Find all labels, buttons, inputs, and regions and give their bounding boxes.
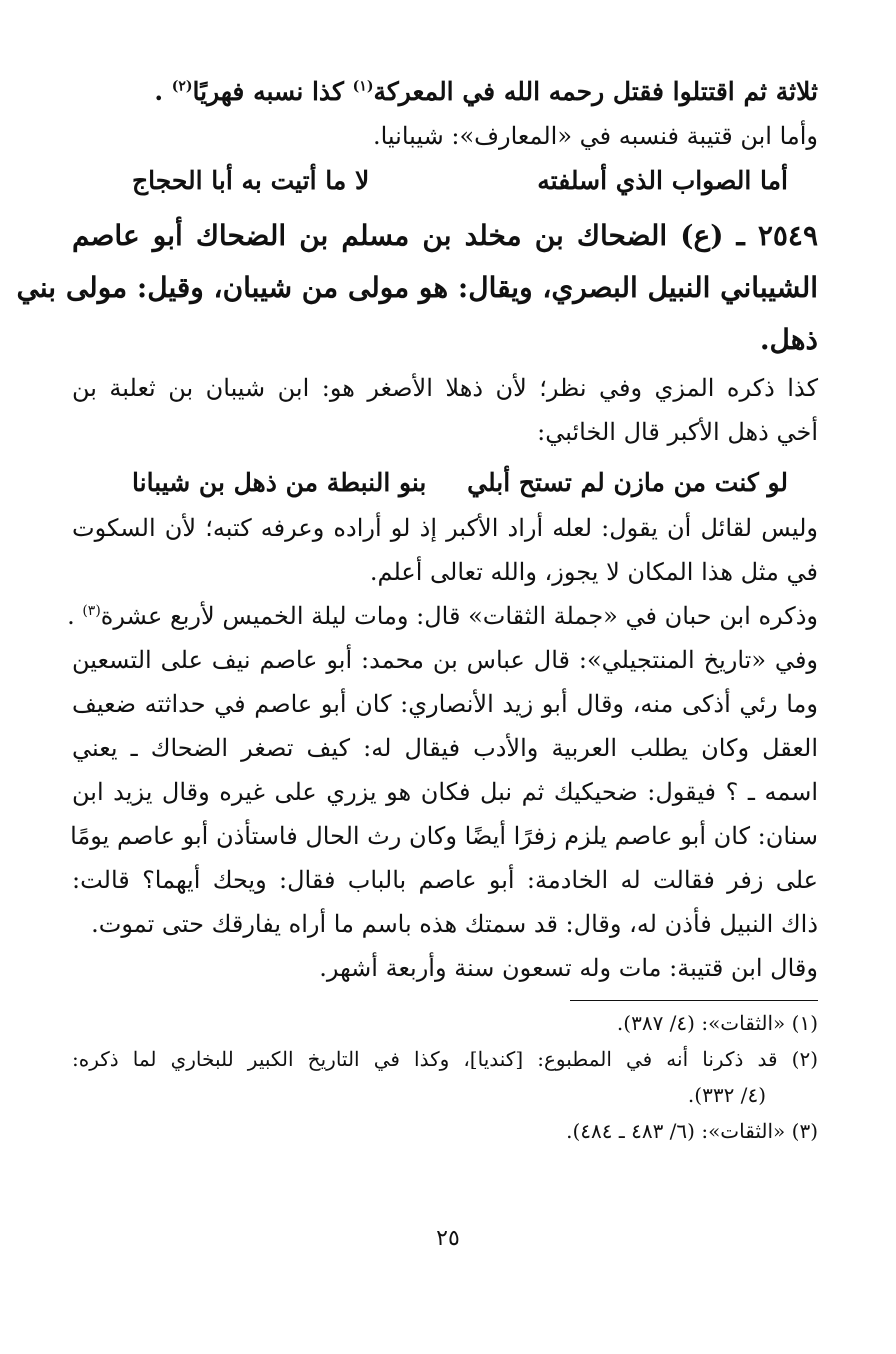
footnote-1: (١) «الثقات»: (٤/ ٣٨٧). xyxy=(616,1011,818,1035)
footnote-ref-3[interactable]: (٣) xyxy=(82,603,101,619)
footnote-ref-2[interactable]: (٢) xyxy=(171,78,193,95)
paragraph-4-line-1: وفي «تاريخ المنتجيلي»: قال عباس بن محمد: أبو عاصم نيف على التسعين xyxy=(72,646,818,674)
verse-2-first-hemistich: لو كنت من مازن لم تستح أبلي xyxy=(467,468,788,497)
footnote-2-continued: (٤/ ٣٣٢). xyxy=(687,1083,766,1107)
entry-heading-line-2: الشيباني النبيل البصري، ويقال: هو مولى من شيبان، وقيل: مولى بني xyxy=(16,271,818,304)
footnote-2: (٢) قد ذكرنا أنه في المطبوع: [كنديا]، وكذا في التاريخ الكبير للبخاري لما ذكره: xyxy=(72,1047,818,1071)
paragraph-3-text: وذكره ابن حبان في «جملة الثقات» قال: ومات ليلة الخميس لأربع عشرة xyxy=(100,602,818,630)
paragraph-3-end: . xyxy=(67,602,83,630)
paragraph-5-line-1: وقال ابن قتيبة: مات وله تسعون سنة وأربعة أشهر. xyxy=(319,954,818,982)
text-line-1 xyxy=(72,70,818,114)
paragraph-4-line-4: اسمه ـ ؟ فيقول: ضحيكيك ثم نبل فكان هو يزري على غيره وقال يزيد ابن xyxy=(72,778,818,806)
paragraph-4-line-3: العقل وكان يطلب العربية والأدب فيقال له: كيف تصغر الضحاك ـ يعني xyxy=(72,734,818,762)
footnote-3: (٣) «الثقات»: (٦/ ٤٨٣ ـ ٤٨٤). xyxy=(566,1119,818,1143)
paragraph-4-line-5: سنان: كان أبو عاصم يلزم زفرًا أيضًا وكان رث الحال فاستأذن أبو عاصم يومًا xyxy=(70,822,818,850)
paragraph-4-line-7: ذاك النبيل فأذن له، وقال: قد سمتك هذه باسم ما أراه يفارقك حتى تموت. xyxy=(91,910,818,938)
verse-1 xyxy=(72,158,818,204)
verse-2-second-hemistich: بنو النبطة من ذهل بن شيبانا xyxy=(132,468,427,497)
footnote-ref-1[interactable]: (١) xyxy=(352,78,374,95)
paragraph-2-line-1: وليس لقائل أن يقول: لعله أراد الأكبر إذ لو أراده وعرفه كتبه؛ لأن السكوت xyxy=(72,514,818,542)
paragraph-4-line-2: وما رئي أذكى منه، وقال أبو زيد الأنصاري: كان أبو عاصم في حداثته ضعيف xyxy=(72,690,818,718)
paragraph-3-line-1 xyxy=(67,594,818,638)
line-1-text: ثلاثة ثم اقتتلوا فقتل رحمه الله في المعركة xyxy=(373,77,818,106)
verse-1-second-hemistich: لا ما أتيت به أبا الحجاج xyxy=(132,166,370,195)
paragraph-2-line-2: في مثل هذا المكان لا يجوز، والله تعالى أعلم. xyxy=(369,558,818,586)
verse-2 xyxy=(72,460,818,506)
paragraph-1-line-1: كذا ذكره المزي وفي نظر؛ لأن ذهلا الأصغر هو: ابن شيبان بن ثعلبة بن xyxy=(72,374,819,402)
page-number: ٢٥ xyxy=(436,1226,460,1251)
paragraph-1-line-2: أخي ذهل الأكبر قال الخائبي: xyxy=(537,418,818,446)
entry-heading-line-3: ذهل. xyxy=(759,323,818,356)
line-1-text-mid: كذا نسبه فهريًا xyxy=(192,77,353,106)
entry-heading-line-1: ٢٥٤٩ ـ (ع) الضحاك بن مخلد بن مسلم بن الضحاك أبو عاصم xyxy=(72,219,818,252)
line-1-text-end: . xyxy=(154,77,172,106)
footnote-divider xyxy=(570,1000,818,1001)
paragraph-4-line-6: على زفر فقالت له الخادمة: أبو عاصم بالباب فقال: ويحك أيهما؟ قالت: xyxy=(72,866,818,894)
verse-1-first-hemistich: أما الصواب الذي أسلفته xyxy=(537,166,788,195)
text-line-2: وأما ابن قتيبة فنسبه في «المعارف»: شيبانيا. xyxy=(372,122,818,150)
